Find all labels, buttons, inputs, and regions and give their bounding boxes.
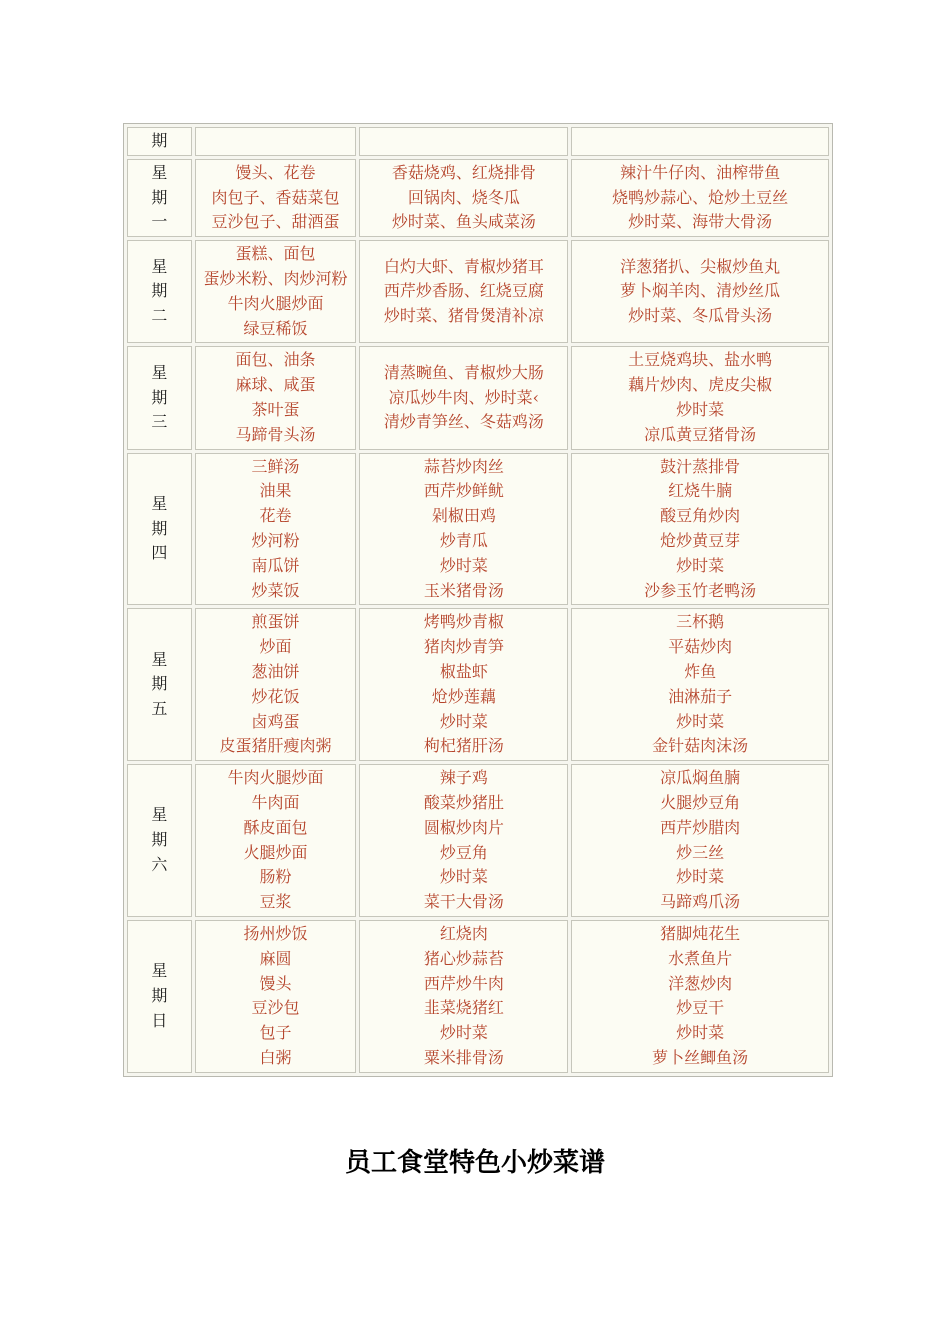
meal-cell xyxy=(359,159,568,237)
menu-item: 牛肉火腿炒面 xyxy=(227,293,324,313)
menu-item: 烧鸭炒蒜心、炝炒土豆丝 xyxy=(612,187,789,207)
meal-cell xyxy=(195,764,357,917)
menu-item: 沙参玉竹老鸭汤 xyxy=(644,580,757,600)
menu-item: 葱油饼 xyxy=(251,661,300,681)
table-row xyxy=(127,453,829,606)
menu-item: 红烧肉 xyxy=(439,923,488,943)
menu-item: 炒时菜 xyxy=(439,867,488,887)
day-char: 期 xyxy=(151,187,168,207)
menu-item: 炒时菜、冬瓜骨头汤 xyxy=(628,306,773,326)
day-cell xyxy=(127,346,192,449)
day-char: 四 xyxy=(151,543,168,563)
header-day-cell: 期 xyxy=(127,127,192,156)
menu-item: 炝炒黄豆芽 xyxy=(660,530,741,550)
menu-item: 炒面 xyxy=(259,637,292,657)
day-cell xyxy=(127,453,192,606)
menu-item: 炒时菜、海带大骨汤 xyxy=(628,212,773,232)
menu-item: 卤鸡蛋 xyxy=(251,711,300,731)
menu-item: 酸豆角炒肉 xyxy=(660,506,741,526)
meal-cell xyxy=(359,240,568,343)
menu-item: 炒时菜 xyxy=(676,711,725,731)
menu-item: 豆浆 xyxy=(259,892,292,912)
menu-item: 猪心炒蒜苔 xyxy=(423,948,504,968)
day-char: 星 xyxy=(151,256,168,276)
meal-cell xyxy=(195,608,357,761)
day-char: 六 xyxy=(151,854,168,874)
menu-item: 南瓜饼 xyxy=(251,555,300,575)
menu-item: 豆沙包 xyxy=(251,998,300,1018)
menu-item: 土豆烧鸡块、盐水鸭 xyxy=(628,350,773,370)
day-cell xyxy=(127,920,192,1073)
meal-cell xyxy=(571,764,829,917)
menu-item: 炒时菜 xyxy=(676,1023,725,1043)
menu-item: 炒河粉 xyxy=(251,530,300,550)
meal-cell xyxy=(359,764,568,917)
menu-item: 馒头 xyxy=(259,973,292,993)
menu-item: 油淋茄子 xyxy=(668,686,733,706)
day-char: 星 xyxy=(151,961,168,981)
menu-item: 花卷 xyxy=(259,506,292,526)
weekly-menu-table xyxy=(123,123,833,1077)
menu-item: 金针菇肉沫汤 xyxy=(652,736,749,756)
menu-item: 油果 xyxy=(259,481,292,501)
menu-item: 平菇炒肉 xyxy=(668,637,733,657)
menu-item: 玉米猪骨汤 xyxy=(423,580,504,600)
header-row xyxy=(127,127,829,156)
menu-item: 蛋炒米粉、肉炒河粉 xyxy=(203,268,348,288)
table-row xyxy=(127,159,829,237)
menu-item: 炒菜饭 xyxy=(251,580,300,600)
menu-item: 西芹炒鲜鱿 xyxy=(423,481,504,501)
menu-item: 马蹄鸡爪汤 xyxy=(660,892,741,912)
day-char: 期 xyxy=(151,674,168,694)
page-title: 员工食堂特色小炒菜谱 xyxy=(344,1148,605,1178)
menu-item: 凉瓜炒牛肉、炒时菜‹ xyxy=(388,387,540,407)
menu-item: 洋葱炒肉 xyxy=(668,973,733,993)
meal-cell xyxy=(571,920,829,1073)
menu-item: 香菇烧鸡、红烧排骨 xyxy=(391,162,536,182)
menu-item: 三杯鹅 xyxy=(676,612,725,632)
menu-item: 蒜苔炒肉丝 xyxy=(423,456,504,476)
day-char: 期 xyxy=(151,387,168,407)
menu-item: 辣子鸡 xyxy=(439,768,488,788)
menu-item: 包子 xyxy=(259,1023,292,1043)
menu-item: 酥皮面包 xyxy=(243,817,308,837)
menu-item: 炒青瓜 xyxy=(439,530,488,550)
menu-item: 炒豆角 xyxy=(439,842,488,862)
menu-item: 炒豆干 xyxy=(676,998,725,1018)
day-cell xyxy=(127,764,192,917)
table-row xyxy=(127,764,829,917)
meal-cell xyxy=(571,608,829,761)
menu-item: 绿豆稀饭 xyxy=(243,318,308,338)
menu-item: 藕片炒肉、虎皮尖椒 xyxy=(628,375,773,395)
menu-item: 酸菜炒猪肚 xyxy=(423,792,504,812)
meal-cell xyxy=(359,920,568,1073)
menu-item: 枸杞猪肝汤 xyxy=(423,736,504,756)
meal-cell xyxy=(195,159,357,237)
table-row xyxy=(127,346,829,449)
menu-item: 炝炒莲藕 xyxy=(431,686,496,706)
menu-item: 炒时菜 xyxy=(676,399,725,419)
menu-item: 炒时菜 xyxy=(676,867,725,887)
menu-item: 剁椒田鸡 xyxy=(431,506,496,526)
menu-item: 菜干大骨汤 xyxy=(423,892,504,912)
menu-item: 萝卜丝鲫鱼汤 xyxy=(652,1047,749,1067)
table-row xyxy=(127,608,829,761)
menu-item: 椒盐虾 xyxy=(439,661,488,681)
menu-item: 韭菜烧猪红 xyxy=(423,998,504,1018)
menu-item: 肉包子、香菇菜包 xyxy=(211,187,340,207)
menu-item: 洋葱猪扒、尖椒炒鱼丸 xyxy=(620,256,781,276)
menu-item: 西芹炒香肠、红烧豆腐 xyxy=(383,281,544,301)
menu-item: 火腿炒豆角 xyxy=(660,792,741,812)
menu-item: 炒三丝 xyxy=(676,842,725,862)
day-char: 期 xyxy=(151,830,168,850)
menu-item: 豆沙包子、甜酒蛋 xyxy=(211,212,340,232)
menu-item: 炒时菜、鱼头咸菜汤 xyxy=(391,212,536,232)
menu-item: 火腿炒面 xyxy=(243,842,308,862)
meal-cell xyxy=(571,159,829,237)
menu-item: 西芹炒腊肉 xyxy=(660,817,741,837)
meal-cell xyxy=(195,346,357,449)
day-char: 星 xyxy=(151,649,168,669)
menu-item: 扬州炒饭 xyxy=(243,923,308,943)
meal-cell xyxy=(571,240,829,343)
menu-item: 圆椒炒肉片 xyxy=(423,817,504,837)
menu-item: 麻球、咸蛋 xyxy=(235,375,316,395)
menu-item: 蛋糕、面包 xyxy=(235,244,316,264)
menu-item: 清蒸畹鱼、青椒炒大肠 xyxy=(383,362,544,382)
menu-item: 炒时菜 xyxy=(439,555,488,575)
menu-item: 粟米排骨汤 xyxy=(423,1047,504,1067)
day-cell xyxy=(127,159,192,237)
menu-item: 炒时菜、猪骨煲清补凉 xyxy=(383,306,544,326)
menu-item: 萝卜焖羊肉、清炒丝瓜 xyxy=(620,281,781,301)
meal-cell xyxy=(195,920,357,1073)
menu-item: 牛肉火腿炒面 xyxy=(227,768,324,788)
header-meal-cell xyxy=(195,127,357,156)
menu-item: 皮蛋猪肝瘦肉粥 xyxy=(219,736,332,756)
meal-cell xyxy=(359,453,568,606)
menu-item: 清炒青笋丝、冬菇鸡汤 xyxy=(383,412,544,432)
menu-item: 回锅肉、烧冬瓜 xyxy=(407,187,520,207)
menu-item: 茶叶蛋 xyxy=(251,399,300,419)
menu-item: 辣汁牛仔肉、油榨带鱼 xyxy=(620,162,781,182)
menu-table-body xyxy=(127,127,829,1073)
menu-item: 凉瓜焖鱼腩 xyxy=(660,768,741,788)
menu-item: 煎蛋饼 xyxy=(251,612,300,632)
day-char: 期 xyxy=(151,281,168,301)
meal-cell xyxy=(571,346,829,449)
menu-item: 猪脚炖花生 xyxy=(660,923,741,943)
table-row xyxy=(127,920,829,1073)
menu-item: 牛肉面 xyxy=(251,792,300,812)
day-char: 星 xyxy=(151,362,168,382)
meal-cell xyxy=(571,453,829,606)
menu-item: 馒头、花卷 xyxy=(235,162,316,182)
day-cell xyxy=(127,608,192,761)
day-char: 期 xyxy=(151,985,168,1005)
menu-item: 肠粉 xyxy=(259,867,292,887)
header-meal-cell xyxy=(359,127,568,156)
day-char: 期 xyxy=(151,518,168,538)
meal-cell xyxy=(195,453,357,606)
menu-item: 烤鸭炒青椒 xyxy=(423,612,504,632)
day-char: 星 xyxy=(151,493,168,513)
menu-item: 猪肉炒青笋 xyxy=(423,637,504,657)
menu-item: 红烧牛腩 xyxy=(668,481,733,501)
menu-item: 马蹄骨头汤 xyxy=(235,424,316,444)
menu-item: 炒时菜 xyxy=(439,1023,488,1043)
menu-item: 水煮鱼片 xyxy=(668,948,733,968)
day-cell xyxy=(127,240,192,343)
day-char: 一 xyxy=(151,212,168,232)
day-char: 星 xyxy=(151,162,168,182)
menu-item: 西芹炒牛肉 xyxy=(423,973,504,993)
menu-item: 白灼大虾、青椒炒猪耳 xyxy=(383,256,544,276)
menu-item: 三鲜汤 xyxy=(251,456,300,476)
meal-cell xyxy=(359,346,568,449)
menu-item: 鼓汁蒸排骨 xyxy=(660,456,741,476)
menu-item: 炒时菜 xyxy=(439,711,488,731)
menu-item: 炸鱼 xyxy=(684,661,717,681)
day-char: 五 xyxy=(151,699,168,719)
menu-item: 凉瓜黄豆猪骨汤 xyxy=(644,424,757,444)
table-row xyxy=(127,240,829,343)
menu-item: 麻圆 xyxy=(259,948,292,968)
menu-item: 白粥 xyxy=(259,1047,292,1067)
menu-item: 面包、油条 xyxy=(235,350,316,370)
day-char: 星 xyxy=(151,805,168,825)
menu-item: 炒花饭 xyxy=(251,686,300,706)
header-meal-cell xyxy=(571,127,829,156)
day-char: 三 xyxy=(151,412,168,432)
menu-item: 炒时菜 xyxy=(676,555,725,575)
day-char: 二 xyxy=(151,306,168,326)
meal-cell xyxy=(195,240,357,343)
meal-cell xyxy=(359,608,568,761)
day-char: 日 xyxy=(151,1010,168,1030)
